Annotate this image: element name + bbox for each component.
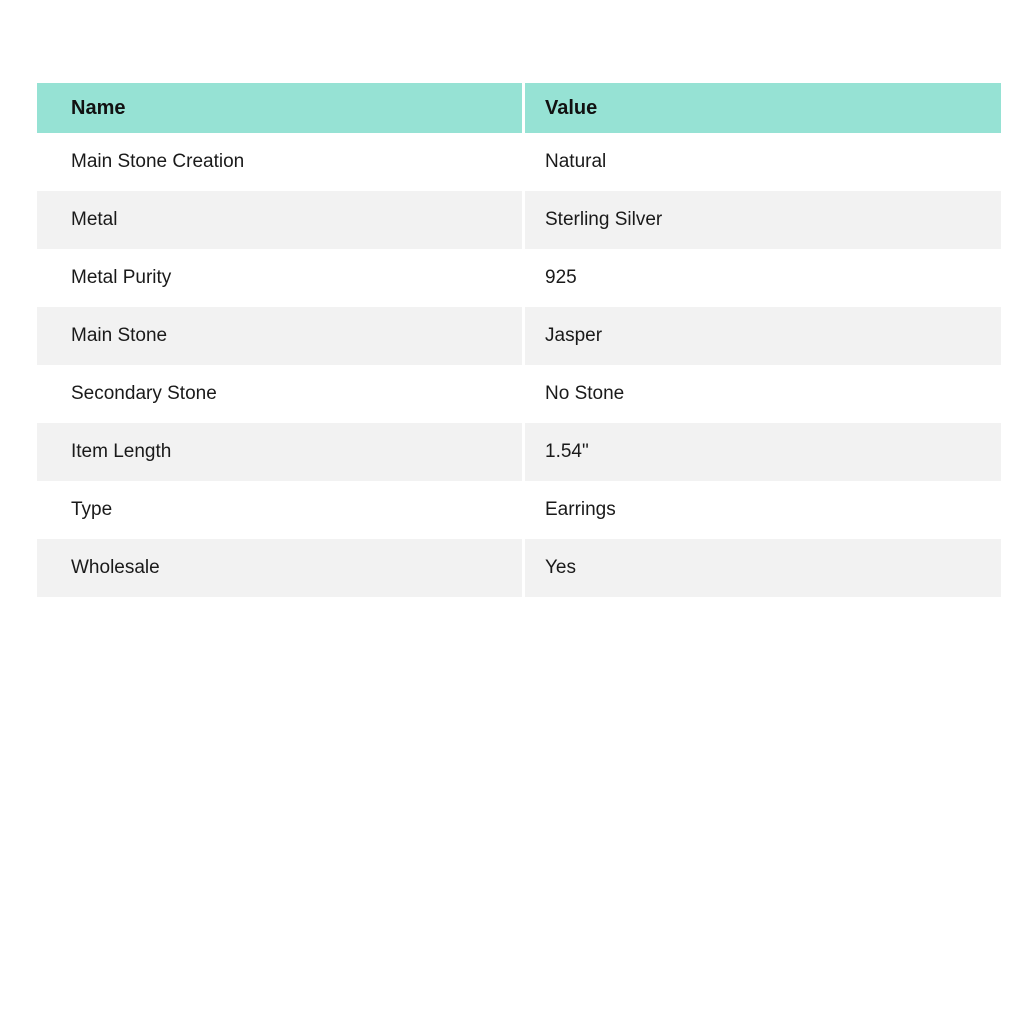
spec-table-header — [37, 83, 1001, 133]
attribute-name-cell: Metal Purity — [37, 249, 525, 307]
table-row — [37, 307, 1001, 365]
attribute-value-cell: Yes — [525, 539, 1001, 597]
table-row — [37, 365, 1001, 423]
table-row — [37, 423, 1001, 481]
table-row — [37, 249, 1001, 307]
attribute-value-cell: Jasper — [525, 307, 1001, 365]
product-spec-table — [37, 83, 1001, 597]
attribute-value-cell: Sterling Silver — [525, 191, 1001, 249]
spec-table — [37, 83, 1001, 597]
header-row — [37, 83, 1001, 133]
column-header-value: Value — [525, 83, 1001, 133]
attribute-name-cell: Main Stone — [37, 307, 525, 365]
attribute-value-cell: 1.54" — [525, 423, 1001, 481]
attribute-name-cell: Type — [37, 481, 525, 539]
attribute-value-cell: Natural — [525, 133, 1001, 191]
attribute-value-cell: No Stone — [525, 365, 1001, 423]
table-row — [37, 191, 1001, 249]
attribute-name-cell: Secondary Stone — [37, 365, 525, 423]
table-row — [37, 481, 1001, 539]
column-header-name: Name — [37, 83, 525, 133]
attribute-name-cell: Metal — [37, 191, 525, 249]
attribute-name-cell: Main Stone Creation — [37, 133, 525, 191]
attribute-value-cell: 925 — [525, 249, 1001, 307]
table-row — [37, 539, 1001, 597]
attribute-name-cell: Item Length — [37, 423, 525, 481]
attribute-value-cell: Earrings — [525, 481, 1001, 539]
table-row — [37, 133, 1001, 191]
attribute-name-cell: Wholesale — [37, 539, 525, 597]
spec-table-body — [37, 133, 1001, 597]
